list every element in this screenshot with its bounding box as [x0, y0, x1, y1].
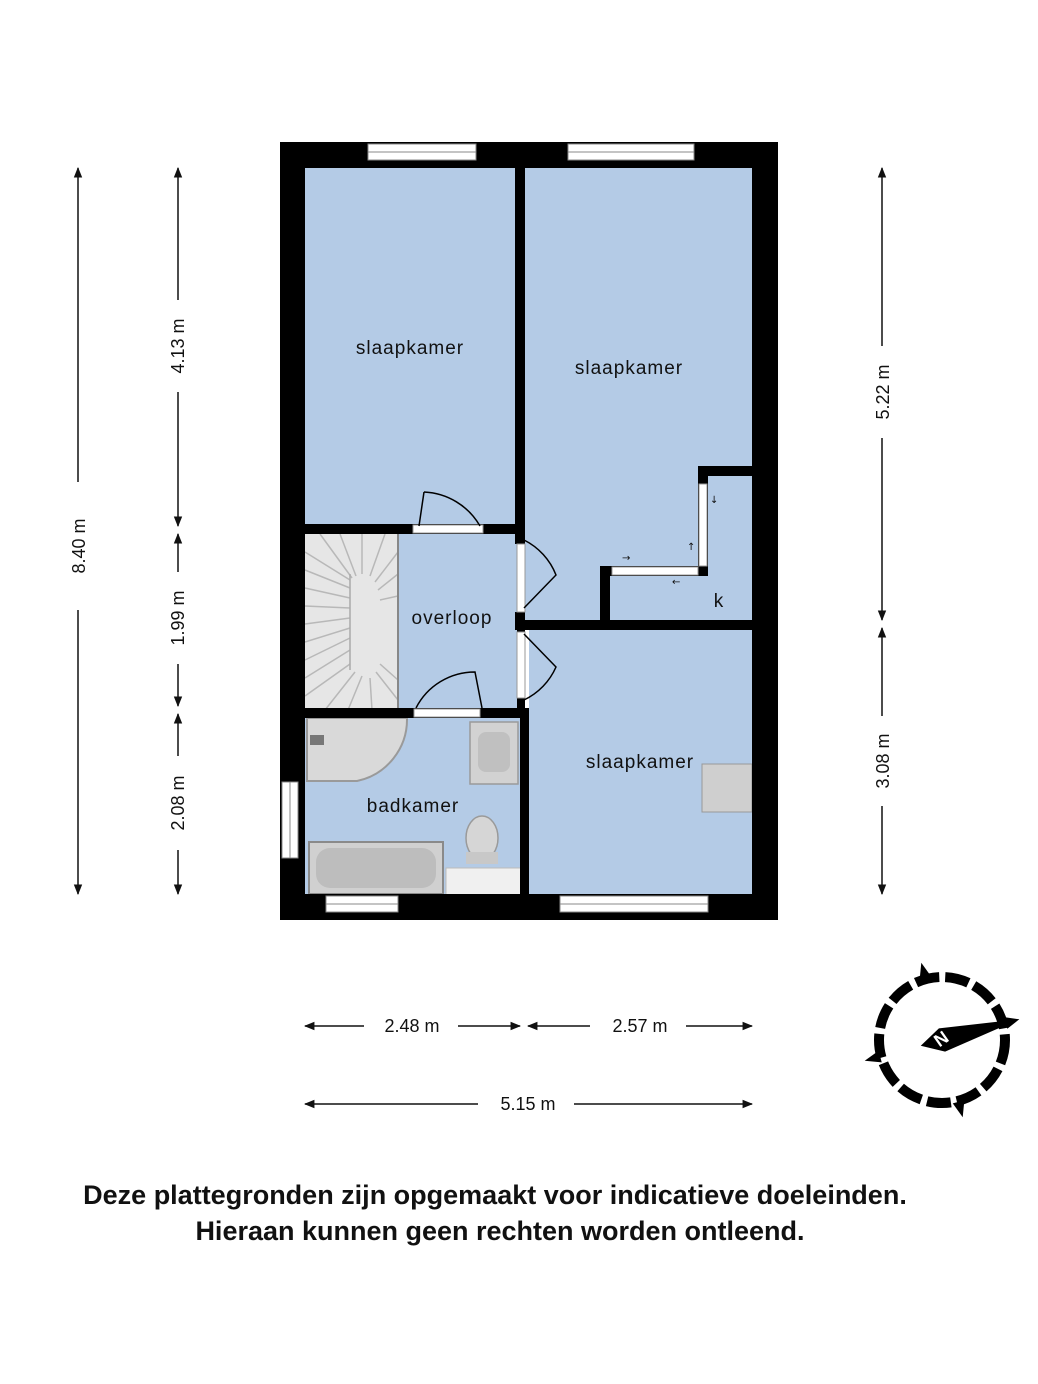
- room-label-closet: k: [713, 591, 725, 612]
- dimension-left-bottom: 2.08 m: [167, 775, 188, 831]
- room-label-bedroom-bottom-right: slaapkamer: [585, 752, 695, 773]
- svg-text:→: →: [622, 553, 631, 564]
- svg-text:↓: ↓: [710, 495, 719, 506]
- toilet-cistern: [446, 868, 522, 896]
- svg-text:←: ←: [672, 577, 681, 588]
- compass-north-label: N: [930, 1027, 953, 1051]
- dimension-left-middle: 1.99 m: [167, 590, 188, 646]
- compass-rose: [863, 961, 1022, 1119]
- dimension-bottom-left: 2.48 m: [384, 1015, 440, 1036]
- svg-text:↑: ↑: [687, 542, 696, 553]
- room-label-bedroom-top-right: slaapkamer: [574, 358, 684, 379]
- disclaimer-line-2: Hieraan kunnen geen rechten worden ontleend.: [195, 1216, 805, 1246]
- shower-tap-icon: [310, 735, 324, 745]
- room-label-bathroom: badkamer: [366, 796, 460, 817]
- dimension-bottom-right: 2.57 m: [612, 1015, 668, 1036]
- bedroom-top-right-floor: [525, 168, 752, 620]
- dimension-bottom-total: 5.15 m: [500, 1093, 556, 1114]
- room-label-landing: overloop: [411, 608, 493, 629]
- dimension-left-total: 8.40 m: [68, 518, 89, 574]
- dimension-right-bottom: 3.08 m: [872, 733, 893, 789]
- dimension-left-top: 4.13 m: [167, 318, 188, 374]
- staircase: [305, 534, 398, 710]
- room-label-bedroom-top-left: slaapkamer: [355, 338, 465, 359]
- dimension-right-top: 5.22 m: [872, 364, 893, 420]
- disclaimer-line-1: Deze plattegronden zijn opgemaakt voor indicatieve doeleinden.: [83, 1180, 907, 1210]
- cabinet: [702, 764, 752, 812]
